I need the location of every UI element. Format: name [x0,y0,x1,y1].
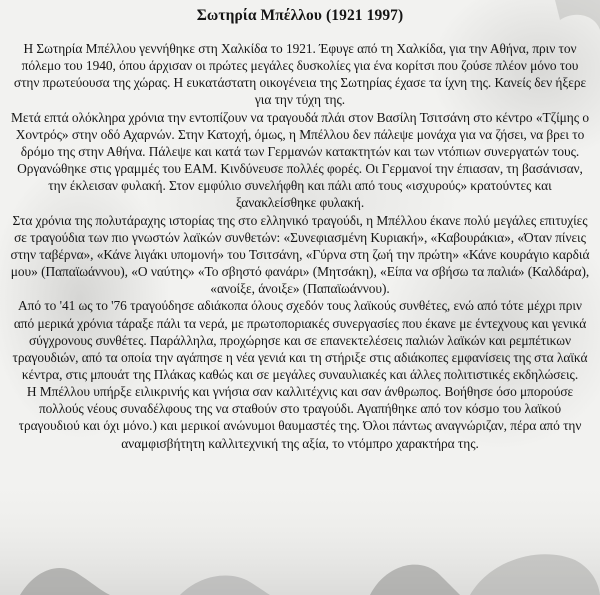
paragraph-career: Από το '41 ως το '76 τραγούδησε αδιάκοπα όλους σχεδόν τους λαϊκούς συνθέτες, ενώ από τότε μέχρι πριν από μερικά χρόνια τάραξε πάλι τα νερά, με πρωτοποριακές συνεργασίες που έκανε με έντεχνους και γενικά σύγχρονους συνθέτες. Παράλληλα, προχώρησε και σε επανεκτελέσεις παλιών λαϊκών και ρεμπέτικων τραγουδιών, από τα οποία την αγάπησε η νέα γενιά και τη στήριξε στις αδιάκοπες εμφανίσεις της στα λαϊκά κέντρα, στις μπουάτ της Πλάκας καθώς και σε μεγάλες συναυλιακές και άλλες πολιτιστικές εκδηλώσεις. [12,298,588,382]
page-title: Σωτηρία Μπέλλου (1921 1997) [196,7,404,24]
paragraph-character: Η Μπέλλου υπήρξε ειλικρινής και γνήσια σαν καλλιτέχνις και σαν άνθρωπος. Βοήθησε όσο μπορούσε πολλούς νέους συναδέλφους της να σταθούν στο τραγούδι. Αγαπήθηκε από τον κόσμο του λαϊκού τραγουδιού και όχι μόνο.) και μερικοί ανώνυμοι θαυμαστές της. Όλοι πάντως αναγνώριζαν, πέρα από την αναμφισβήτητη καλλιτεχνική της αξία, το ντόμπρο χαρακτήρα της. [18,384,582,451]
paragraph-occupation: Μετά επτά ολόκληρα χρόνια την εντοπίζουν να τραγουδά πλάι στον Βασίλη Τσιτσάνη στο κέντρο «Τζίμης ο Χοντρός» στην οδό Αχαρνών. Στην Κατοχή, όμως, η Μπέλλου δεν πάλεψε μονάχα για να ζήσει, να βρει το δρόμο της στην Αθήνα. Πάλεψε και κατά των Γερμανών κατακτητών και των ντόπιων συνεργατών τους. Οργανώθηκε στις γραμμές του ΕΑΜ. Κινδύνευσε πολλές φορές. Οι Γερμανοί την έπιασαν, τη βασάνισαν, την έκλεισαν φυλακή. Στον εμφύλιο συνελήφθη και πάλι από τους «ισχυρούς» κρατούντες και ξανακλείσθηκε φυλακή. [11,109,589,211]
biography-text [8,40,592,452]
paragraph-hits: Στα χρόνια της πολυτάραχης ιστορίας της στο ελληνικό τραγούδι, η Μπέλλου έκανε πολύ μεγάλες επιτυχίες σε τραγούδια των πιο γνωστών λαϊκών συνθετών: «Συνεφιασμένη Κυριακή», «Καβουράκια», «Όταν πίνεις στην ταβέρνα», «Κάνε λιγάκι υπομονή» του Τσιτσάνη, «Γύρνα στη ζωή την πρώτη» «Κάνε κουράγιο καρδιά μου» (Παπαϊωάννου), «Ο ναύτης» «Το σβηστό φανάρι» (Μητσάκη), «Είπα να σβήσω τα παλιά» (Καλδάρα), «ανοίξε, άνοιξε» (Παπαϊωάννου). [10,212,590,297]
paragraph-birth: Η Σωτηρία Μπέλλου γεννήθηκε στη Χαλκίδα το 1921. Έφυγε από τη Χαλκίδα, για την Αθήνα, πριν τον πόλεμο του 1940, όπου άρχισαν οι πρώτες μεγάλες δυσκολίες για ένα κορίτσι που ζούσε πλέον μόνο του στην πρωτεύουσα της χώρας. Η ευκατάστατη οικογένεια της Σωτηρίας έχασε τα ίχνη της. Κανείς δεν ήξερε για την τύχη της. [13,41,587,108]
